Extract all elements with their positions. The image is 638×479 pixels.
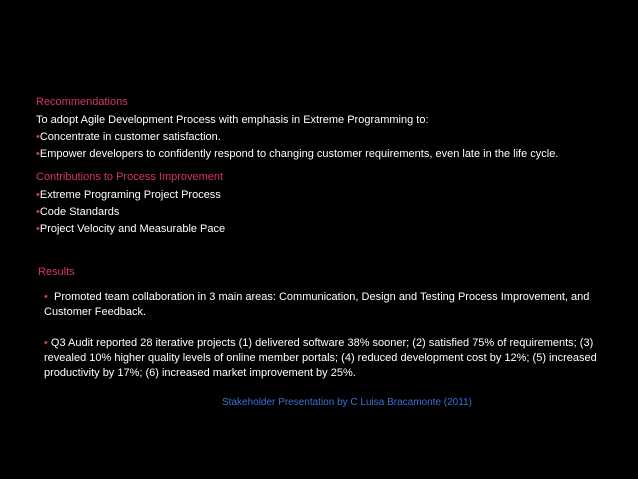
contributions-heading: Contributions to Process Improvement (36, 171, 224, 183)
bullet-icon: • (36, 131, 40, 143)
result-item: • Q3 Audit reported 28 iterative projects (1) delivered software 38% sooner; (2) satisfied 75% of requirements; (3) revealed 10% higher quality levels of online member portals; (4) reduced development cost by 12%; (5) increased productivity by 17%; (6) increased market improvement by 25%. (44, 337, 597, 379)
contribution-item: •Project Velocity and Measurable Pace (36, 223, 226, 235)
contribution-item: •Extreme Programing Project Process (36, 189, 221, 201)
recommendation-item: •Empower developers to confidently respond to changing customer requirements, even late in the life cycle. (36, 148, 559, 160)
results-heading: Results (38, 266, 75, 278)
contribution-item: •Code Standards (36, 206, 120, 218)
bullet-icon: • (36, 223, 40, 235)
bullet-icon: • (36, 189, 40, 201)
recommendation-item: •Concentrate in customer satisfaction. (36, 131, 221, 143)
caption-link: Stakeholder Presentation by C Luisa Bracamonte (2011) (222, 397, 472, 408)
bullet-icon: • (36, 206, 40, 218)
result-item: • Promoted team collaboration in 3 main areas: Communication, Design and Testing Process Improvement, and Customer Feedback. (44, 291, 590, 318)
bullet-icon: • (36, 148, 40, 160)
recommendations-intro: To adopt Agile Development Process with emphasis in Extreme Programming to: (36, 114, 429, 126)
bullet-icon: • (44, 291, 48, 303)
bullet-icon: • (44, 337, 48, 349)
recommendations-heading: Recommendations (36, 96, 128, 108)
